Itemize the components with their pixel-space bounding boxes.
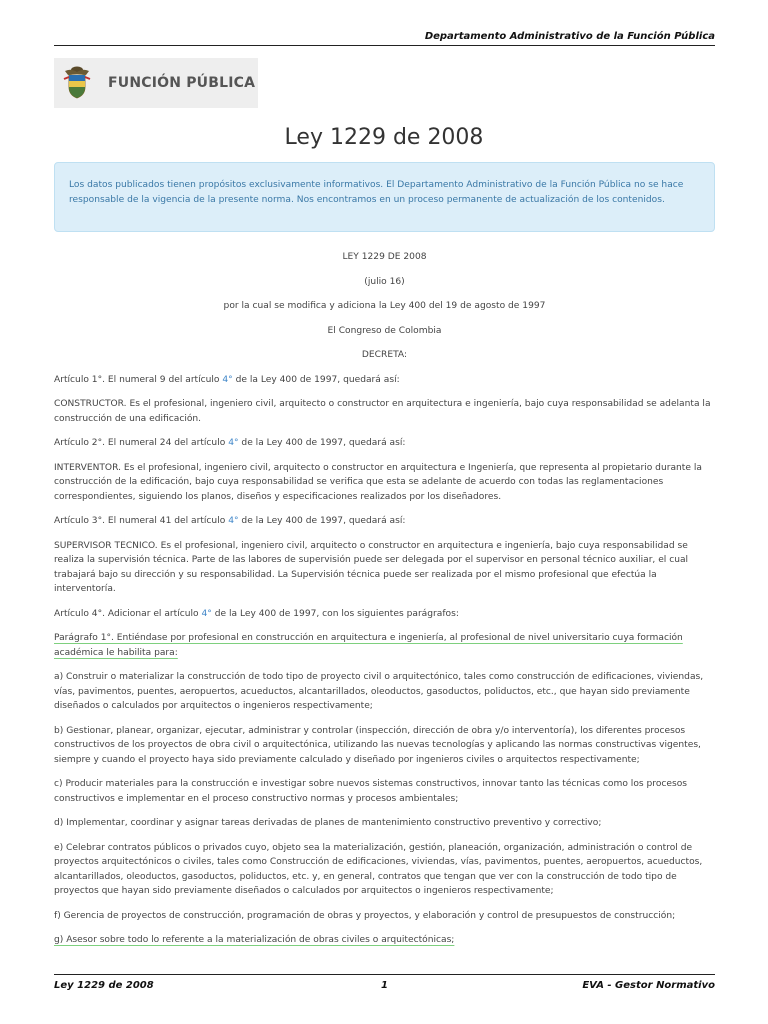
article-4-link[interactable]: 4°	[201, 608, 212, 619]
department-name: Departamento Administrativo de la Función Pública	[424, 31, 715, 42]
footer-source: EVA - Gestor Normativo	[582, 980, 715, 991]
disclaimer-text: Los datos publicados tienen propósitos exclusivamente informativos. El Departamento Administrativo de la Función Pública no se hace responsable de la vigencia de la presente norma. Nos encontramos en un proceso permanente de actualización de los contenidos.	[69, 180, 684, 205]
logo-text: FUNCIÓN PÚBLICA	[108, 75, 256, 91]
article-4-link[interactable]: 4°	[222, 374, 233, 385]
list-item: g) Asesor sobre todo lo referente a la materialización de obras civiles o arquitectónicas;	[54, 935, 455, 945]
page-footer	[54, 974, 715, 991]
coat-of-arms-icon	[54, 58, 100, 108]
page-header	[54, 31, 715, 46]
law-content	[54, 250, 715, 958]
logo	[54, 58, 258, 108]
list-item: b) Gestionar, planear, organizar, ejecutar, administrar y controlar (inspección, dirección de obra y/o interventoría), los diferentes procesos constructivos de los proyectos de obra civil o arquitectónica, utilizando las nuevas tecnologías y aplicando las normas constructivas vigentes, siempre y cuando el proyecto haya sido previamente calculado y diseñado por ingenieros civiles o arquitectos respectivamente;	[54, 725, 701, 765]
law-date: (julio 16)	[364, 276, 405, 287]
constructor-definition: CONSTRUCTOR. Es el profesional, ingeniero civil, arquitecto o constructor en arquitectura e ingeniería, bajo cuya responsabilidad se adelanta la construcción de una edificación.	[54, 399, 711, 424]
paragrafo-1: Parágrafo 1°. Entiéndase por profesional en construcción en arquitectura e ingeniería, al profesional de nivel universitario cuya formación académica le habilita para:	[54, 633, 683, 658]
list-item: a) Construir o materializar la construcción de todo tipo de proyecto civil o arquitectónico, tales como construcción de edificaciones, viviendas, vías, pavimentos, puentes, aeropuertos, acueductos, alcantarillados, oleoductos, gasoductos, poliductos, etc., que hayan sido previamente diseñados o calculados por arquitectos o ingenieros respectivamente;	[54, 672, 704, 711]
law-subject: por la cual se modifica y adiciona la Ley 400 del 19 de agosto de 1997	[223, 301, 546, 311]
law-number: LEY 1229 DE 2008	[342, 252, 427, 262]
list-item: f) Gerencia de proyectos de construcción, programación de obras y proyectos, y elaboración y control de presupuestos de construcción;	[54, 910, 676, 921]
list-item: c) Producir materiales para la construcción e investigar sobre nuevos sistemas constructivos, innovar tanto las técnicas como los procesos constructivos e implementar en el proceso constructivo normas y procesos ambientales;	[54, 779, 688, 804]
footer-law-title: Ley 1229 de 2008	[54, 980, 154, 991]
article-1: Artículo 1°. El numeral 9 del artículo 4° de la Ley 400 de 1997, quedará así:	[54, 374, 400, 385]
page-number: 1	[381, 980, 388, 991]
list-item: d) Implementar, coordinar y asignar tareas derivadas de planes de mantenimiento constructivo preventivo y correctivo;	[54, 818, 602, 828]
disclaimer-notice	[54, 162, 715, 232]
article-3: Artículo 3°. El numeral 41 del artículo 4° de la Ley 400 de 1997, quedará así:	[54, 516, 406, 526]
list-item: e) Celebrar contratos públicos o privados cuyo, objeto sea la materialización, gestión, planeación, organización, administración o control de proyectos arquitectónicos o civiles, tales como Construcción de edificaciones, viviendas, vías, pavimentos, puentes, aeropuertos, acueductos, alcantarillados, oleoductos, gasoductos, poliductos, etc. y, en general, contratos que tengan que ver con la construcción de todo tipo de proyectos que hayan sido previamente diseñados o calculados por arquitectos o ingenieros respectivamente;	[54, 842, 703, 896]
article-2: Artículo 2°. El numeral 24 del artículo 4° de la Ley 400 de 1997, quedará así:	[54, 438, 406, 448]
supervisor-definition: SUPERVISOR TECNICO. Es el profesional, ingeniero civil, arquitecto o constructor en arquitectura e ingeniería, bajo cuya responsabilidad se realiza la supervisión técnica. Parte de las labores de supervisión puede ser delegada por el supervisor en personal técnico auxiliar, el cual trabajará bajo su dirección y su responsabilidad. La Supervisión técnica puede ser realizada por el mismo profesional que efectúa la interventoría.	[54, 540, 689, 594]
document-title: Ley 1229 de 2008	[284, 125, 484, 150]
decreta: DECRETA:	[361, 350, 408, 360]
article-4: Artículo 4°. Adicionar el artículo 4° de la Ley 400 de 1997, con los siguientes parágrafos:	[54, 608, 459, 619]
interventor-definition: INTERVENTOR. Es el profesional, ingeniero civil, arquitecto o constructor en arquitectura e Ingeniería, que representa al propietario durante la construcción de la edificación, bajo cuya responsabilidad se verifica que esta se adelante de acuerdo con todas las reglamentaciones correspondientes, siguiendo los planos, diseños y especificaciones realizados por los diseñadores.	[54, 462, 702, 502]
issuer: El Congreso de Colombia	[327, 325, 442, 336]
article-4-link[interactable]: 4°	[228, 438, 239, 448]
article-4-link[interactable]: 4°	[228, 516, 239, 526]
